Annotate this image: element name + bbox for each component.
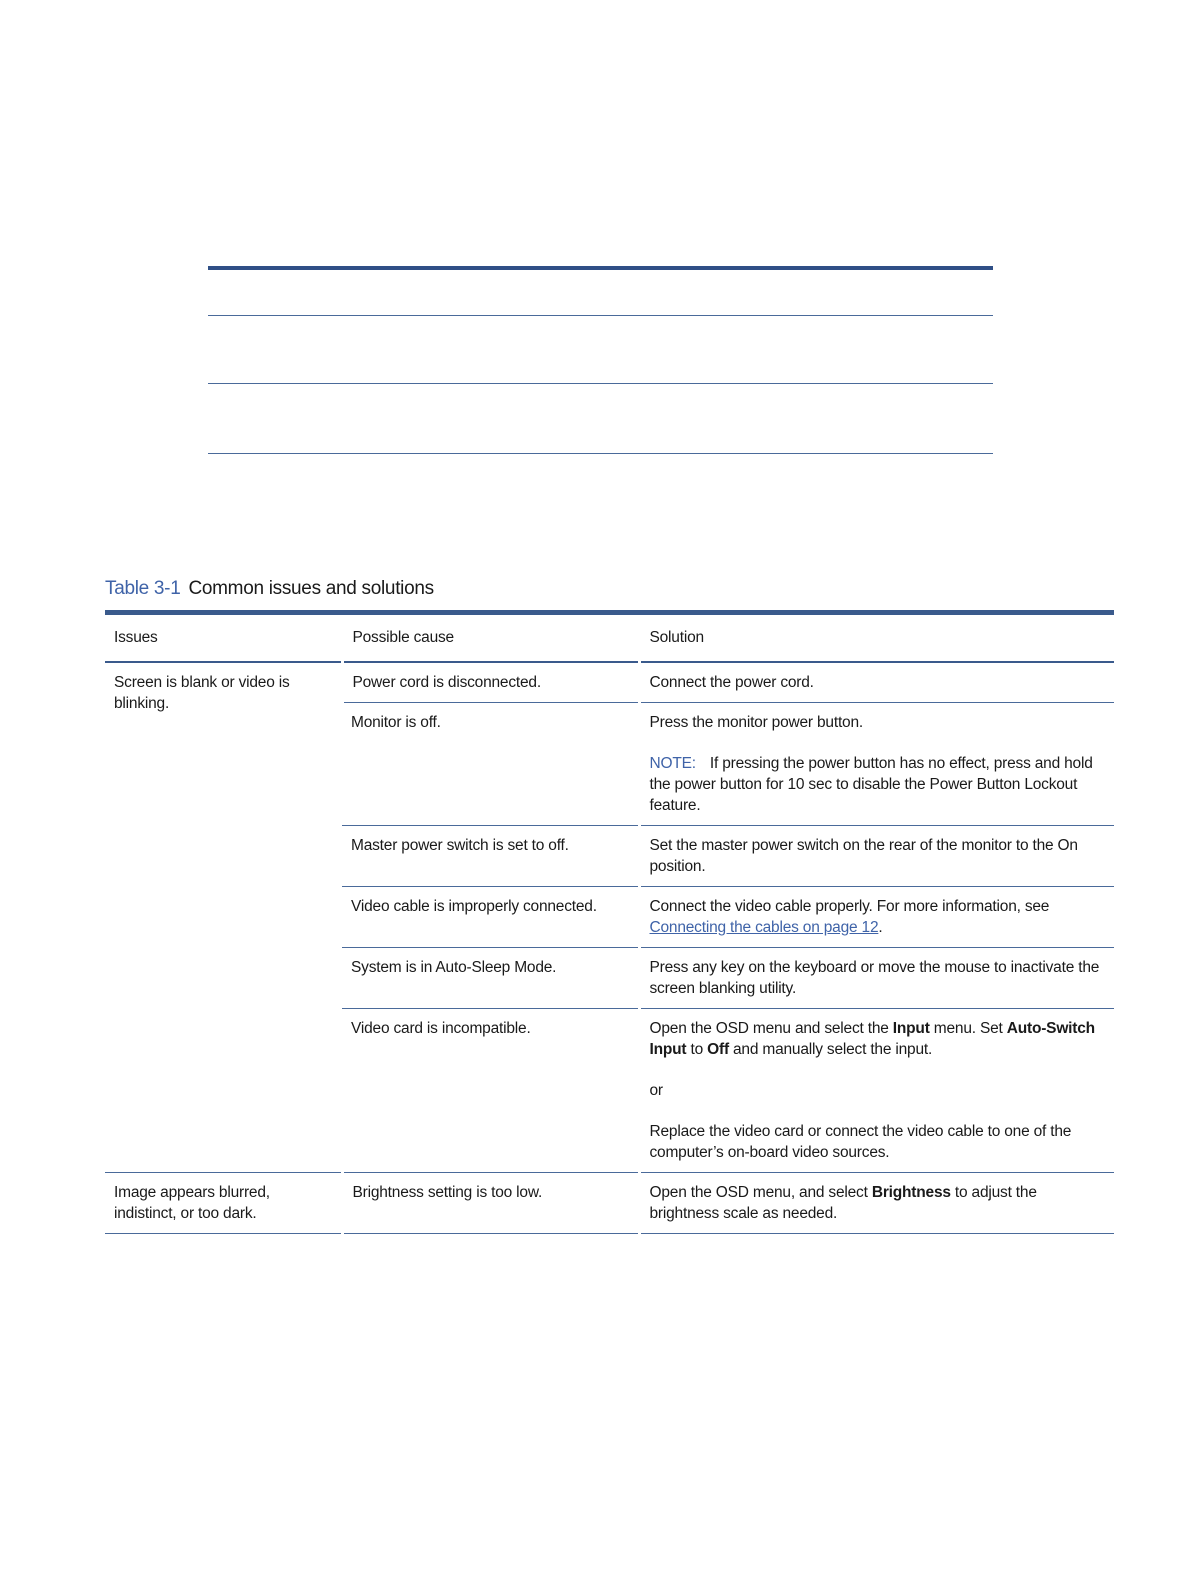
auto-switch-input-term: Auto-Switch Input — [649, 1020, 1095, 1058]
header-issues: Issues — [105, 613, 342, 663]
solution-text: Replace the video card or connect the video cable to one of the computer’s on-board video sources. — [649, 1123, 1072, 1161]
table-title: Common issues and solutions — [188, 578, 434, 599]
cause-cell: System is in Auto-Sleep Mode. — [342, 948, 639, 1009]
solution-text — [650, 1018, 1107, 1060]
table-row — [105, 662, 1114, 703]
top-rule-3 — [208, 453, 993, 454]
issues-table — [105, 610, 1114, 1234]
solution-text-end: . — [878, 919, 883, 936]
table-row — [105, 1173, 1114, 1234]
solution-text: Connect the power cord. — [649, 674, 814, 691]
solution-text — [650, 896, 1107, 938]
solution-text-part: Open the OSD menu, and select — [649, 1184, 872, 1201]
cause-cell: Monitor is off. — [342, 703, 639, 826]
solution-text: Set the master power switch on the rear of the monitor to the On position. — [649, 837, 1078, 875]
connecting-cables-link[interactable]: Connecting the cables on page 12 — [649, 919, 879, 936]
solution-text-part: Open the OSD menu and select the — [649, 1020, 893, 1037]
solution-cell — [639, 887, 1114, 948]
solution-text-part: to adjust the brightness scale as needed. — [649, 1184, 1037, 1222]
cause-cell: Master power switch is set to off. — [342, 826, 639, 887]
table-number: Table 3-1 — [105, 578, 181, 599]
solution-text-part: Connect the video cable properly. For more information, see — [649, 898, 1050, 915]
top-rule-1 — [208, 315, 993, 316]
issue-cell: Image appears blurred, indistinct, or too dark. — [105, 1173, 342, 1234]
header-solution: Solution — [639, 613, 1114, 663]
brightness-term: Brightness — [871, 1184, 951, 1201]
note-text: If pressing the power button has no effect, press and hold the power button for 10 sec to disable the Power Button Lockout feature. — [649, 755, 1093, 814]
solution-text: Press the monitor power button. — [649, 714, 863, 731]
table-header-row — [105, 613, 1114, 663]
solution-cell — [639, 662, 1114, 703]
cause-cell: Power cord is disconnected. — [342, 662, 639, 703]
note-label: NOTE: — [649, 755, 696, 772]
cause-cell: Video card is incompatible. — [342, 1009, 639, 1173]
top-rule-2 — [208, 383, 993, 384]
input-menu-term: Input — [892, 1020, 930, 1037]
solution-text-part: menu. Set — [929, 1020, 1007, 1037]
off-term: Off — [707, 1041, 729, 1058]
cause-cell: Brightness setting is too low. — [342, 1173, 639, 1234]
solution-cell — [639, 1173, 1114, 1234]
issue-cell: Screen is blank or video is blinking. — [105, 662, 342, 1173]
top-rule-heavy — [208, 266, 993, 270]
solution-cell — [639, 1009, 1114, 1173]
cause-cell: Video cable is improperly connected. — [342, 887, 639, 948]
note — [650, 753, 1107, 816]
table-caption — [105, 578, 434, 600]
solution-text-part: to — [686, 1041, 708, 1058]
solution-cell — [639, 948, 1114, 1009]
header-possible-cause: Possible cause — [342, 613, 639, 663]
solution-text-part: and manually select the input. — [728, 1041, 933, 1058]
solution-cell — [639, 826, 1114, 887]
solution-text — [650, 1182, 1107, 1224]
solution-cell — [639, 703, 1114, 826]
solution-or: or — [649, 1082, 663, 1099]
solution-text: Press any key on the keyboard or move the mouse to inactivate the screen blanking utility. — [649, 959, 1100, 997]
